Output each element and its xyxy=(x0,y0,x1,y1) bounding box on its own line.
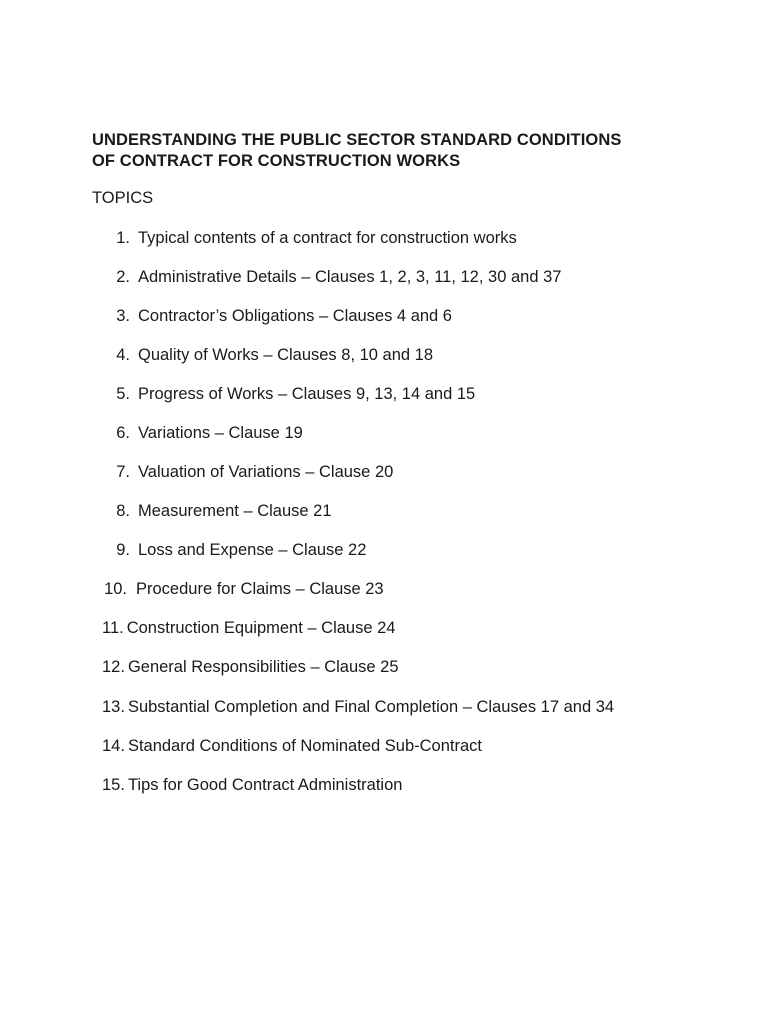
topic-text: Quality of Works – Clauses 8, 10 and 18 xyxy=(138,346,434,364)
topic-item xyxy=(106,345,433,365)
topic-item xyxy=(102,618,395,638)
topic-number: 12. xyxy=(102,658,125,676)
topic-item xyxy=(106,423,303,443)
topic-text: Contractor’s Obligations – Clauses 4 and 6 xyxy=(138,307,452,325)
topic-text: Standard Conditions of Nominated Sub-Contract xyxy=(127,737,482,755)
topic-number: 9. xyxy=(116,541,130,559)
topic-text: Measurement – Clause 21 xyxy=(138,502,332,520)
topic-item xyxy=(106,306,452,326)
topic-item xyxy=(101,579,384,599)
topic-number: 5. xyxy=(116,385,130,403)
topic-item xyxy=(106,267,561,287)
topic-number: 3. xyxy=(116,307,130,325)
topic-text: Valuation of Variations – Clause 20 xyxy=(138,463,394,481)
topic-number: 8. xyxy=(116,502,130,520)
topic-text: Typical contents of a contract for construction works xyxy=(138,229,517,247)
topic-number: 14. xyxy=(102,737,125,755)
topic-item xyxy=(106,228,517,248)
topic-number: 7. xyxy=(116,463,130,481)
topic-text: Tips for Good Contract Administration xyxy=(127,776,403,794)
topic-text: Variations – Clause 19 xyxy=(138,424,303,442)
topic-item xyxy=(102,697,614,717)
topic-number: 6. xyxy=(116,424,130,442)
topic-text: Substantial Completion and Final Completion – Clauses 17 and 34 xyxy=(127,698,615,716)
topic-text: Construction Equipment – Clause 24 xyxy=(126,619,396,637)
topic-text: Progress of Works – Clauses 9, 13, 14 and 15 xyxy=(138,385,476,403)
topic-number: 1. xyxy=(116,229,130,247)
topic-number: 2. xyxy=(116,268,130,286)
topic-text: Loss and Expense – Clause 22 xyxy=(138,541,367,559)
topic-number: 15. xyxy=(102,776,125,794)
title-line-1: UNDERSTANDING THE PUBLIC SECTOR STANDARD CONDITIONS xyxy=(92,131,622,149)
title-line-2: OF CONTRACT FOR CONSTRUCTION WORKS xyxy=(92,152,461,170)
topic-text: Administrative Details – Clauses 1, 2, 3, 11, 12, 30 and 37 xyxy=(138,268,562,286)
topic-item xyxy=(106,501,332,521)
topic-number: 4. xyxy=(116,346,130,364)
topic-text: Procedure for Claims – Clause 23 xyxy=(136,580,384,598)
topic-item xyxy=(102,657,399,677)
topic-item xyxy=(106,540,366,560)
topic-number: 10. xyxy=(104,580,127,598)
topic-number: 13. xyxy=(102,698,125,716)
topic-item xyxy=(102,736,482,756)
topic-text: General Responsibilities – Clause 25 xyxy=(127,658,399,676)
topic-item xyxy=(106,462,393,482)
topic-item xyxy=(102,775,402,795)
topics-heading: TOPICS xyxy=(92,189,154,207)
topic-item xyxy=(106,384,475,404)
topic-number: 11. xyxy=(102,619,124,637)
